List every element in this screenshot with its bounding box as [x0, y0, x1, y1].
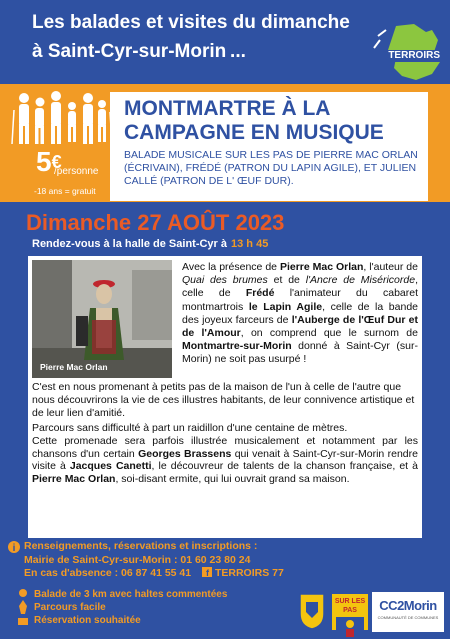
price-amount: 5 [36, 146, 52, 177]
info-absence: En cas d'absence : 06 87 41 55 41 [24, 567, 192, 579]
sur-les-pas-label: SUR LES PAS [334, 598, 366, 614]
header-title-line1: Les balades et visites du dimanche [32, 12, 350, 33]
text-run: , l'auteur de [363, 261, 418, 273]
coat-of-arms-logo [298, 592, 326, 630]
event-title-line2: CAMPAGNE EN MUSIQUE [124, 121, 384, 144]
info-mairie: Mairie de Saint-Cyr-sur-Morin : 01 60 23 80 24 [24, 553, 251, 566]
text-run: donné à Saint-Cyr (sur-Morin) ne soit pas usurpé ! [182, 340, 418, 366]
info-icon [8, 541, 20, 553]
walkers-icon [8, 90, 112, 146]
text-run: , soi-disant ermite, qui lui ouvrait grand sa maison. [115, 473, 350, 486]
price-free: -18 ans = gratuit [34, 186, 96, 196]
meeting-label: Rendez-vous à la halle de Saint-Cyr à [32, 238, 228, 250]
price-per: /personne [54, 166, 99, 177]
event-description: BALADE MUSICALE SUR LES PAS DE PIERRE MAC ORLAN (ÉCRIVAIN), FRÉDÉ (PATRON DU LAPIN AGILE), ET JULIEN CALLÉ (PATRON DE L' ŒUF DUR). [124, 149, 418, 187]
facebook-icon [202, 567, 212, 577]
header-title-line2: à Saint-Cyr-sur-Morin ... [32, 41, 246, 62]
svg-text:f: f [206, 568, 210, 577]
cc2morin-wordmark: CC2Morin [379, 598, 437, 613]
text-run: l'Ancre de Miséricorde [305, 274, 416, 287]
event-title-line1: MONTMARTRE À LA [124, 97, 331, 120]
paragraph-body [32, 381, 418, 486]
meeting-info [32, 238, 268, 250]
walk-details [34, 588, 227, 627]
event-title [124, 97, 424, 145]
text-run: le Lapin Agile [248, 300, 323, 313]
header-title [32, 8, 352, 66]
contact-info [8, 540, 348, 581]
detail-reservation: Réservation souhaitée [34, 615, 141, 626]
portrait-illustration [32, 260, 172, 378]
text-run: Jacques Canetti [69, 460, 152, 473]
price-currency: € [51, 152, 62, 172]
text-run: Quai des brumes [182, 274, 268, 287]
walk-details-icons [16, 588, 30, 626]
text-run: , celle de [182, 274, 418, 300]
paragraph-walk: C'est en nous promenant à petits pas de la maison de l'un à celle de l'autre que nous découvrirons la vie de ces illustres habitants, de leur connivence artistique et de leur lien d'amitié. [32, 381, 415, 419]
text-run: l'animateur du cabaret montmartrois [182, 287, 419, 313]
paragraph-route: Parcours sans difficulté à part un raidillon d'une centaine de mètres. [32, 421, 348, 434]
sur-les-pas-logo [332, 594, 368, 630]
photo-caption: Pierre Mac Orlan [40, 362, 108, 372]
info-heading: i Renseignements, réservations et inscriptions : [8, 540, 348, 554]
paragraph-music [32, 435, 418, 487]
sur-les-pas-figure [332, 615, 368, 639]
text-run: Pierre Mac Orlan [32, 473, 116, 486]
terroirs-label: TERROIRS [366, 50, 444, 62]
cc2morin-logo [372, 592, 444, 632]
paragraph-intro [182, 261, 418, 367]
text-run: Montmartre-sur-Morin [182, 340, 292, 353]
text-run: qui venait à Saint-Cyr-sur-Morin rendre visite à [32, 447, 418, 473]
text-run: , le découvreur de talents de la chanson française, et à [151, 460, 418, 473]
text-run: Avec la présence de [182, 261, 280, 273]
text-run: Frédé [245, 287, 275, 300]
text-run: Georges Brassens [138, 447, 232, 460]
cc2morin-subtitle: COMMUNAUTÉ DE COMMUNES [377, 615, 439, 620]
portrait-photo [32, 260, 172, 378]
detail-difficulty: Parcours facile [34, 602, 106, 613]
text-run: Pierre Mac Orlan [279, 261, 364, 273]
text-run: Cette promenade sera parfois illustrée musicalement et notamment par les chansons d'un certain [32, 434, 418, 460]
detail-distance: Balade de 3 km avec haltes commentées [34, 589, 228, 600]
content-panel [28, 256, 422, 538]
info-absence-row [8, 567, 348, 581]
text-run: l'Auberge de l'Œuf Dur et de l'Amour [182, 313, 419, 340]
text-run: , celle de la bande des joyeux farceurs de [182, 300, 418, 326]
info-facebook[interactable]: TERROIRS 77 [214, 567, 284, 579]
text-run: et de [267, 274, 306, 287]
event-date: Dimanche 27 AOÛT 2023 [26, 210, 285, 235]
terroirs-logo [366, 22, 444, 82]
text-run: , on comprend que le surnom de [240, 327, 418, 340]
meeting-time: 13 h 45 [231, 238, 269, 250]
svg-text:i: i [12, 543, 16, 553]
